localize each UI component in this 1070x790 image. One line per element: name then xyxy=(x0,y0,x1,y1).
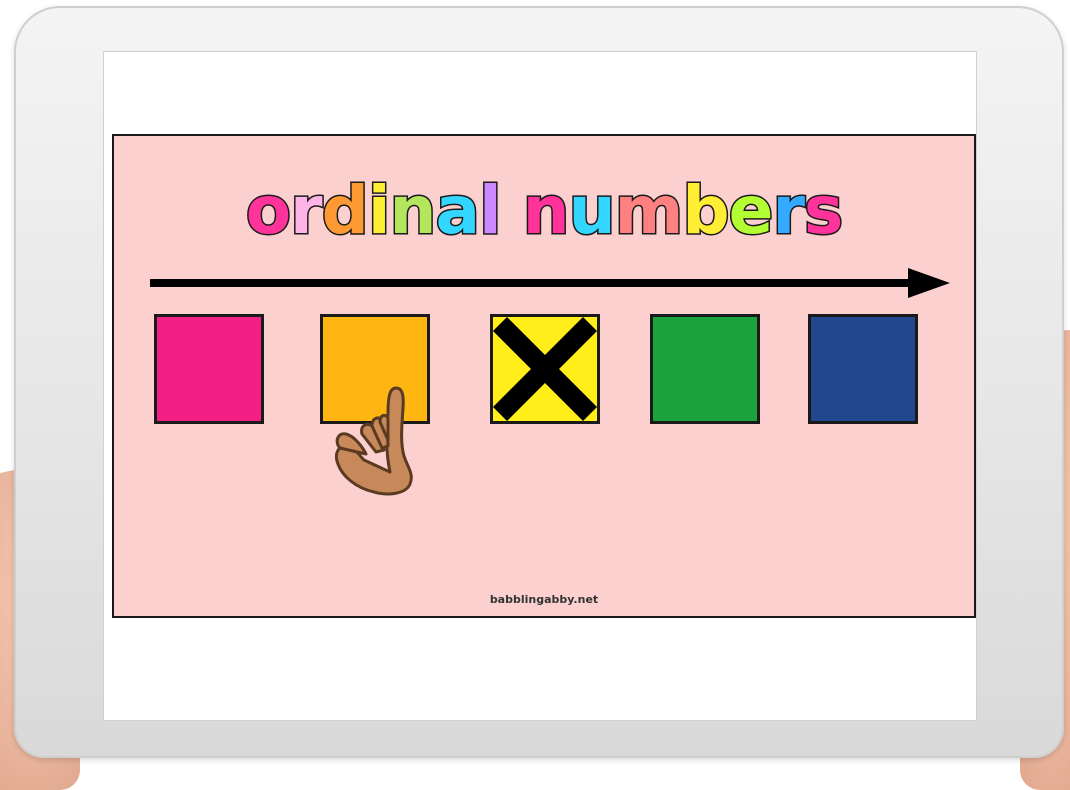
title-letter: d xyxy=(321,172,368,249)
title-letter: r xyxy=(290,172,322,249)
title-letter: i xyxy=(367,172,390,249)
title-letter: n xyxy=(522,172,569,249)
title-letter: e xyxy=(728,172,773,249)
title-letter: o xyxy=(245,172,291,249)
title-letter: n xyxy=(389,172,436,249)
title-letter: l xyxy=(479,172,501,249)
title-letter xyxy=(501,172,523,249)
squares-row xyxy=(114,314,974,430)
square-5[interactable] xyxy=(808,314,918,424)
title-letter: u xyxy=(568,172,615,249)
x-mark-icon xyxy=(493,317,597,421)
title-letter: b xyxy=(682,172,729,249)
square-4[interactable] xyxy=(650,314,760,424)
title-letter: s xyxy=(804,172,843,249)
arrow-right-icon xyxy=(150,268,950,298)
ordinal-numbers-slide xyxy=(112,134,976,618)
square-3[interactable] xyxy=(490,314,600,424)
footer-website: babblingabby.net xyxy=(489,593,599,606)
title-letter: r xyxy=(772,172,804,249)
pointing-finger-icon xyxy=(326,384,426,496)
slide-title xyxy=(114,172,974,249)
tablet-frame xyxy=(14,6,1064,758)
title-letter: a xyxy=(435,172,480,249)
title-letter: m xyxy=(614,172,683,249)
square-1[interactable] xyxy=(154,314,264,424)
tablet-screen xyxy=(104,52,976,720)
